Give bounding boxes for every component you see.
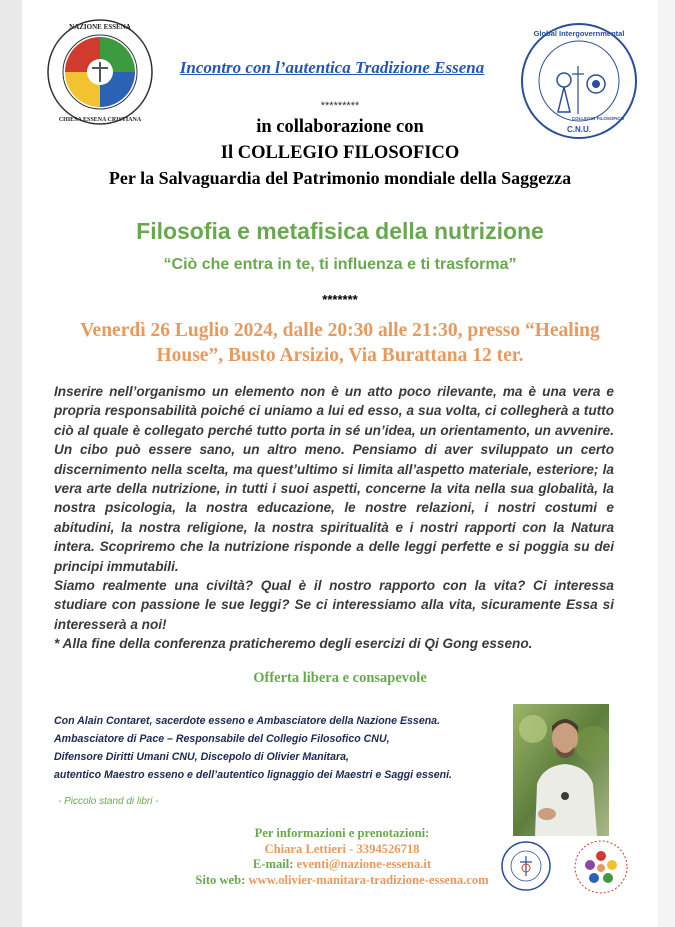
contact-email-line [192, 857, 492, 873]
collab-line-3: Per la Salvaguardia del Patrimonio mondiale della Saggezza [108, 168, 572, 188]
contact-name-phone: Chiara Lettieri - 3394526718 [264, 841, 420, 856]
svg-text:Global Intergovernmental: Global Intergovernmental [533, 29, 625, 38]
body-paragraph-3: * Alla fine della conferenza praticheremo degli esercizi di Qi Gong esseno. [54, 636, 533, 652]
event-subtitle: Incontro con l’autentica Tradizione Essena [179, 58, 485, 77]
svg-text:NAZIONE ESSENA: NAZIONE ESSENA [69, 23, 131, 31]
speaker-photo [513, 704, 609, 836]
human-rights-logo [572, 838, 630, 896]
books-stand: - Piccolo stand di libri - [58, 796, 159, 807]
svg-text:C.N.U.: C.N.U. [567, 125, 591, 134]
cnu-small-logo [500, 840, 552, 892]
web-link[interactable]: www.olivier-manitara-tradizione-essena.com [248, 872, 489, 887]
main-title: Filosofia e metafisica della nutrizione [136, 218, 544, 244]
body-paragraph-2: Siamo realmente una civiltà? Qual è il nostro rapporto con la vita? Ci interessa studiare con passione le sue leggi? Se ci interessiamo alla vita, sicuramente Essa si interesserà a noi! [54, 578, 614, 632]
stars-top: ********* [320, 100, 360, 112]
contact-heading: Per informazioni e prenotazioni: [254, 826, 430, 840]
bio-line-1: Con Alain Contaret, sacerdote esseno e Ambasciatore della Nazione Essena. [54, 715, 441, 727]
svg-text:CHIESA ESSENA CRISTIANA: CHIESA ESSENA CRISTIANA [58, 117, 142, 123]
web-label: Sito web: [195, 872, 246, 887]
event-subtitle-link[interactable] [152, 58, 512, 78]
email-link[interactable]: eventi@nazione-essena.it [296, 857, 432, 871]
event-line-1: Venerdì 26 Luglio 2024, dalle 20:30 alle 21:30, presso “Healing [80, 320, 600, 341]
contact-web-line [192, 873, 492, 889]
stars-mid: ******* [322, 292, 358, 307]
bio-block [54, 712, 514, 784]
contact-block [192, 826, 492, 888]
scrollbar[interactable] [658, 0, 675, 927]
bio-line-3: Difensore Diritti Umani CNU, Discepolo di Olivier Manitara, [54, 751, 349, 763]
bio-line-4: autentico Maestro esseno e dell’autentico lignaggio dei Maestri e Saggi esseni. [54, 769, 452, 781]
body-text [54, 382, 614, 654]
email-label: E-mail: [252, 857, 294, 871]
collab-line-1: in collaborazione con [256, 117, 424, 137]
collab-line-2: Il COLLEGIO FILOSOFICO [220, 143, 460, 163]
offer-text: Offerta libera e consapevole [253, 670, 427, 686]
flyer-page [22, 0, 658, 927]
main-quote: “Ciò che entra in te, ti influenza e ti trasforma” [163, 256, 517, 273]
body-paragraph-1: Inserire nell’organismo un elemento non è un atto poco rilevante, ma è una vera e propria responsabilità poiché ci uniamo a lui ed esso, a sua volta, ci collegherà a tutto ciò al quale è collegato perché tutto porta in sé un’idea, un orientamento, un avvenire. Un cibo può essere sano, un altro meno. Pensiamo di aver sviluppato un certo discernimento nella scelta, ma quest’ultimo si limita all’aspetto materiale, esteriore; la vera arte della nutrizione, in tutti i suoi aspetti, concerne la vita nella sua globalità, la nostra psicologia, la nostra educazione, le nostre relazioni, i nostri costumi e abitudini, la nostra religione, la nostra spiritualità e i nostri rapporti con la Natura intera. Scopriremo che la nutrizione risponde a delle leggi perfette e si poggia su dei principi immutabili. [54, 384, 614, 574]
svg-text:COLLEGIO FILOSOFICO: COLLEGIO FILOSOFICO [571, 116, 625, 121]
bio-line-2: Ambasciatore di Pace – Responsabile del Collegio Filosofico CNU, [54, 733, 390, 745]
event-line-2: House”, Busto Arsizio, Via Burattana 12 ter. [156, 345, 524, 366]
